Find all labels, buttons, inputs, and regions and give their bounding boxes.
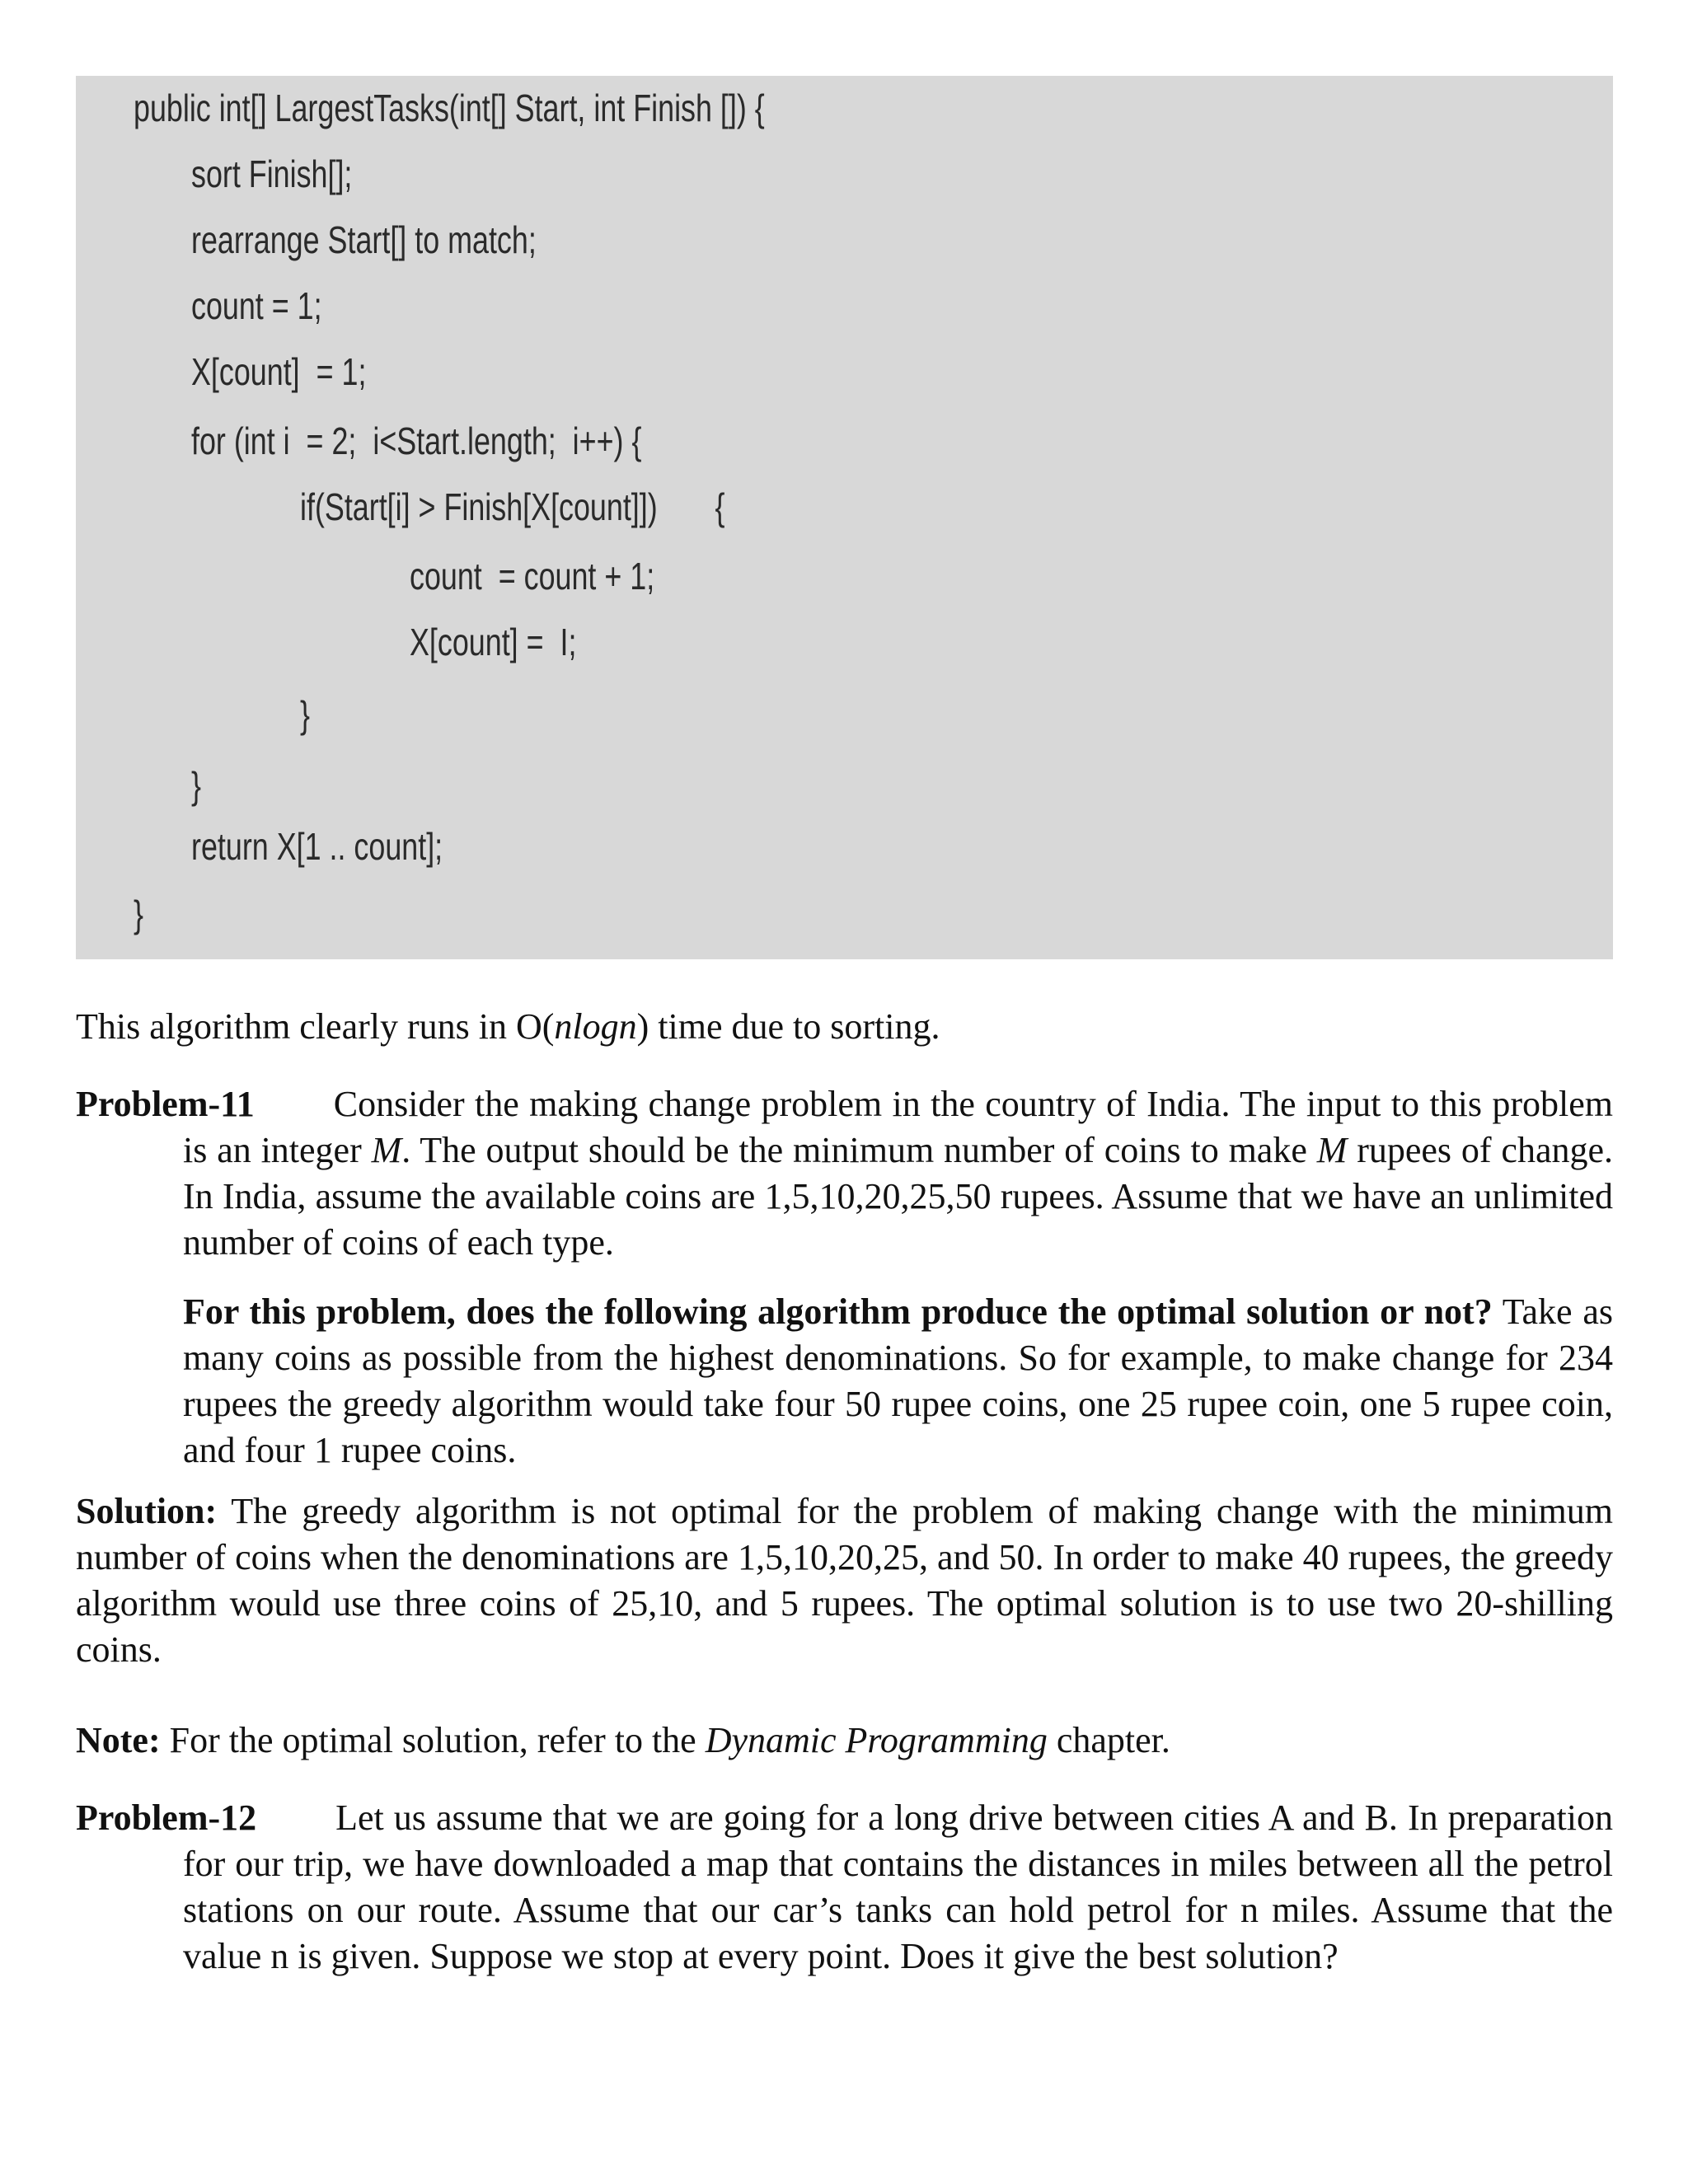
- code-listing: [76, 76, 1613, 959]
- code-line-rearrange: rearrange Start[] to match;: [191, 218, 537, 261]
- code-line-signature: public int[] LargestTasks(int[] Start, int Finish []) {: [134, 87, 765, 129]
- code-line-for-loop: for (int i = 2; i<Start.length; i++) {: [191, 419, 642, 462]
- code-line-if: if(Start[i] > Finish[X[count]]) {: [300, 485, 725, 528]
- problem-12-statement: Problem-12 Let us assume that we are going for a long drive between cities A and B. In preparation for our trip, we have downloaded a map that contains the distances in miles between all the petrol stations on our route. Assume that our car’s tanks can hold petrol for n miles. Assume that the value n is given. Suppose we stop at every point. Does it give the best solution?: [76, 1797, 1613, 1976]
- runtime-note: This algorithm clearly runs in O(nlogn) time due to sorting.: [76, 1006, 940, 1047]
- note-label: Note:: [76, 1720, 161, 1760]
- problem-11-label: Problem-11: [76, 1084, 255, 1124]
- code-line-x-assign: X[count] = I;: [410, 621, 577, 663]
- note-paragraph: Note: For the optimal solution, refer to the Dynamic Programming chapter.: [76, 1720, 1170, 1760]
- code-line-close-method: }: [134, 893, 143, 935]
- problem-12-label: Problem-12: [76, 1797, 257, 1838]
- problem-11-question: For this problem, does the following algorithm produce the optimal solution or not? Take as many coins as possible from the highest denominations. So for example, to make change for 234 rupees the greedy algorithm would take four 50 rupee coins, one 25 rupee coin, one 5 rupee coin, and four 1 rupee coins.: [183, 1291, 1613, 1470]
- solution-label: Solution:: [76, 1491, 218, 1531]
- code-line-close-if: }: [300, 693, 310, 736]
- code-line-count-init: count = 1;: [191, 284, 322, 327]
- code-line-return: return X[1 .. count];: [191, 825, 443, 868]
- code-line-sort: sort Finish[];: [191, 152, 353, 195]
- code-line-count-increment: count = count + 1;: [410, 555, 655, 598]
- problem-11-statement: Problem-11 Consider the making change problem in the country of India. The input to this problem is an integer M. The output should be the minimum number of coins to make M rupees of change. In India, assume the available coins are 1,5,10,20,25,50 rupees. Assume that we have an unlimited number of coins of each type.: [76, 1084, 1613, 1263]
- code-line-close-for: }: [191, 764, 201, 807]
- solution-paragraph: Solution: The greedy algorithm is not optimal for the problem of making change with the minimum number of coins when the denominations are 1,5,10,20,25, and 50. In order to make 40 rupees, the greedy algorithm would use three coins of 25,10, and 5 rupees. The optimal solution is to use two 20-shilling coins.: [76, 1491, 1613, 1670]
- code-line-x-init: X[count] = 1;: [191, 350, 367, 393]
